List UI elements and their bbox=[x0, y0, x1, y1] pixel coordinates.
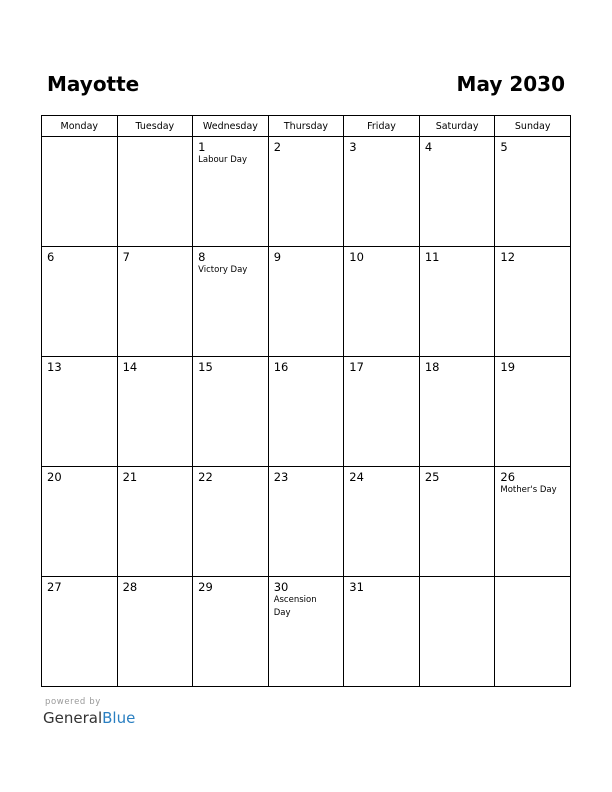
day-cell bbox=[117, 247, 193, 357]
day-number: 9 bbox=[273, 250, 282, 264]
day-cell bbox=[193, 577, 269, 687]
day-cell bbox=[268, 577, 344, 687]
day-cell bbox=[419, 137, 495, 247]
day-number: 5 bbox=[500, 140, 508, 154]
day-cell bbox=[495, 137, 571, 247]
day-number: 19 bbox=[500, 360, 516, 374]
day-cell bbox=[117, 357, 193, 467]
day-cell bbox=[495, 357, 571, 467]
week-row bbox=[42, 577, 571, 687]
powered-by-text: powered by bbox=[45, 697, 101, 707]
day-number: 27 bbox=[47, 580, 62, 594]
week-row bbox=[42, 137, 571, 247]
holiday-label: Victory Day bbox=[198, 265, 248, 275]
day-number: 28 bbox=[122, 580, 138, 594]
week-row bbox=[42, 357, 571, 467]
day-number: 8 bbox=[198, 250, 206, 264]
day-number: 15 bbox=[198, 360, 213, 374]
holiday-label: Labour Day bbox=[198, 155, 248, 165]
week-row bbox=[42, 467, 571, 577]
day-number: 12 bbox=[500, 250, 516, 264]
day-cell bbox=[193, 137, 269, 247]
footer-branding bbox=[43, 697, 135, 728]
weekday-header: Friday bbox=[344, 116, 420, 137]
day-number: 25 bbox=[424, 470, 440, 484]
calendar-grid bbox=[41, 115, 571, 687]
day-number: 11 bbox=[424, 250, 440, 264]
day-number: 18 bbox=[424, 360, 440, 374]
day-cell bbox=[495, 577, 571, 687]
weekday-header: Tuesday bbox=[117, 116, 193, 137]
day-cell bbox=[344, 357, 420, 467]
day-cell bbox=[193, 357, 269, 467]
day-number: 23 bbox=[273, 470, 289, 484]
day-number: 21 bbox=[122, 470, 138, 484]
day-number: 14 bbox=[122, 360, 138, 374]
day-cell bbox=[495, 247, 571, 357]
weekday-header: Wednesday bbox=[193, 116, 269, 137]
day-cell bbox=[344, 137, 420, 247]
day-cell bbox=[42, 577, 118, 687]
day-number: 20 bbox=[47, 470, 62, 484]
day-number: 17 bbox=[349, 360, 364, 374]
day-cell bbox=[268, 357, 344, 467]
day-cell bbox=[344, 577, 420, 687]
day-number: 2 bbox=[273, 140, 282, 154]
day-cell bbox=[495, 467, 571, 577]
day-cell bbox=[344, 467, 420, 577]
day-cell bbox=[419, 357, 495, 467]
holiday-label: Ascension Day bbox=[273, 595, 317, 618]
calendar-month-title: May 2030 bbox=[456, 72, 565, 96]
day-cell bbox=[42, 467, 118, 577]
day-cell bbox=[193, 467, 269, 577]
weekday-header: Monday bbox=[42, 116, 118, 137]
day-cell bbox=[419, 577, 495, 687]
day-cell bbox=[42, 137, 118, 247]
day-number: 3 bbox=[349, 140, 357, 154]
weekday-header: Saturday bbox=[419, 116, 495, 137]
day-cell bbox=[268, 137, 344, 247]
day-number: 4 bbox=[424, 140, 433, 154]
day-cell bbox=[344, 247, 420, 357]
day-number: 30 bbox=[273, 580, 289, 594]
day-cell bbox=[42, 357, 118, 467]
generalblue-logo[interactable] bbox=[43, 708, 135, 728]
day-number: 6 bbox=[47, 250, 55, 264]
day-number: 24 bbox=[349, 470, 364, 484]
day-cell bbox=[268, 247, 344, 357]
day-number: 1 bbox=[198, 140, 206, 154]
day-cell bbox=[117, 577, 193, 687]
day-cell bbox=[117, 467, 193, 577]
day-number: 7 bbox=[122, 250, 130, 264]
day-number: 16 bbox=[273, 360, 289, 374]
brand-name-part2: Blue bbox=[102, 709, 136, 727]
day-number: 31 bbox=[349, 580, 364, 594]
day-number: 22 bbox=[198, 470, 213, 484]
holiday-label: Mother's Day bbox=[500, 485, 557, 495]
weekday-header: Thursday bbox=[268, 116, 344, 137]
day-cell bbox=[268, 467, 344, 577]
brand-name-part1: General bbox=[43, 709, 103, 727]
day-number: 10 bbox=[349, 250, 364, 264]
day-number: 13 bbox=[47, 360, 62, 374]
day-cell bbox=[193, 247, 269, 357]
calendar-region-title: Mayotte bbox=[47, 72, 140, 96]
weekday-header-row bbox=[42, 116, 571, 137]
weekday-header: Sunday bbox=[495, 116, 571, 137]
day-cell bbox=[117, 137, 193, 247]
day-cell bbox=[419, 467, 495, 577]
day-cell bbox=[42, 247, 118, 357]
day-number: 29 bbox=[198, 580, 213, 594]
week-row bbox=[42, 247, 571, 357]
day-number: 26 bbox=[500, 470, 516, 484]
day-cell bbox=[419, 247, 495, 357]
